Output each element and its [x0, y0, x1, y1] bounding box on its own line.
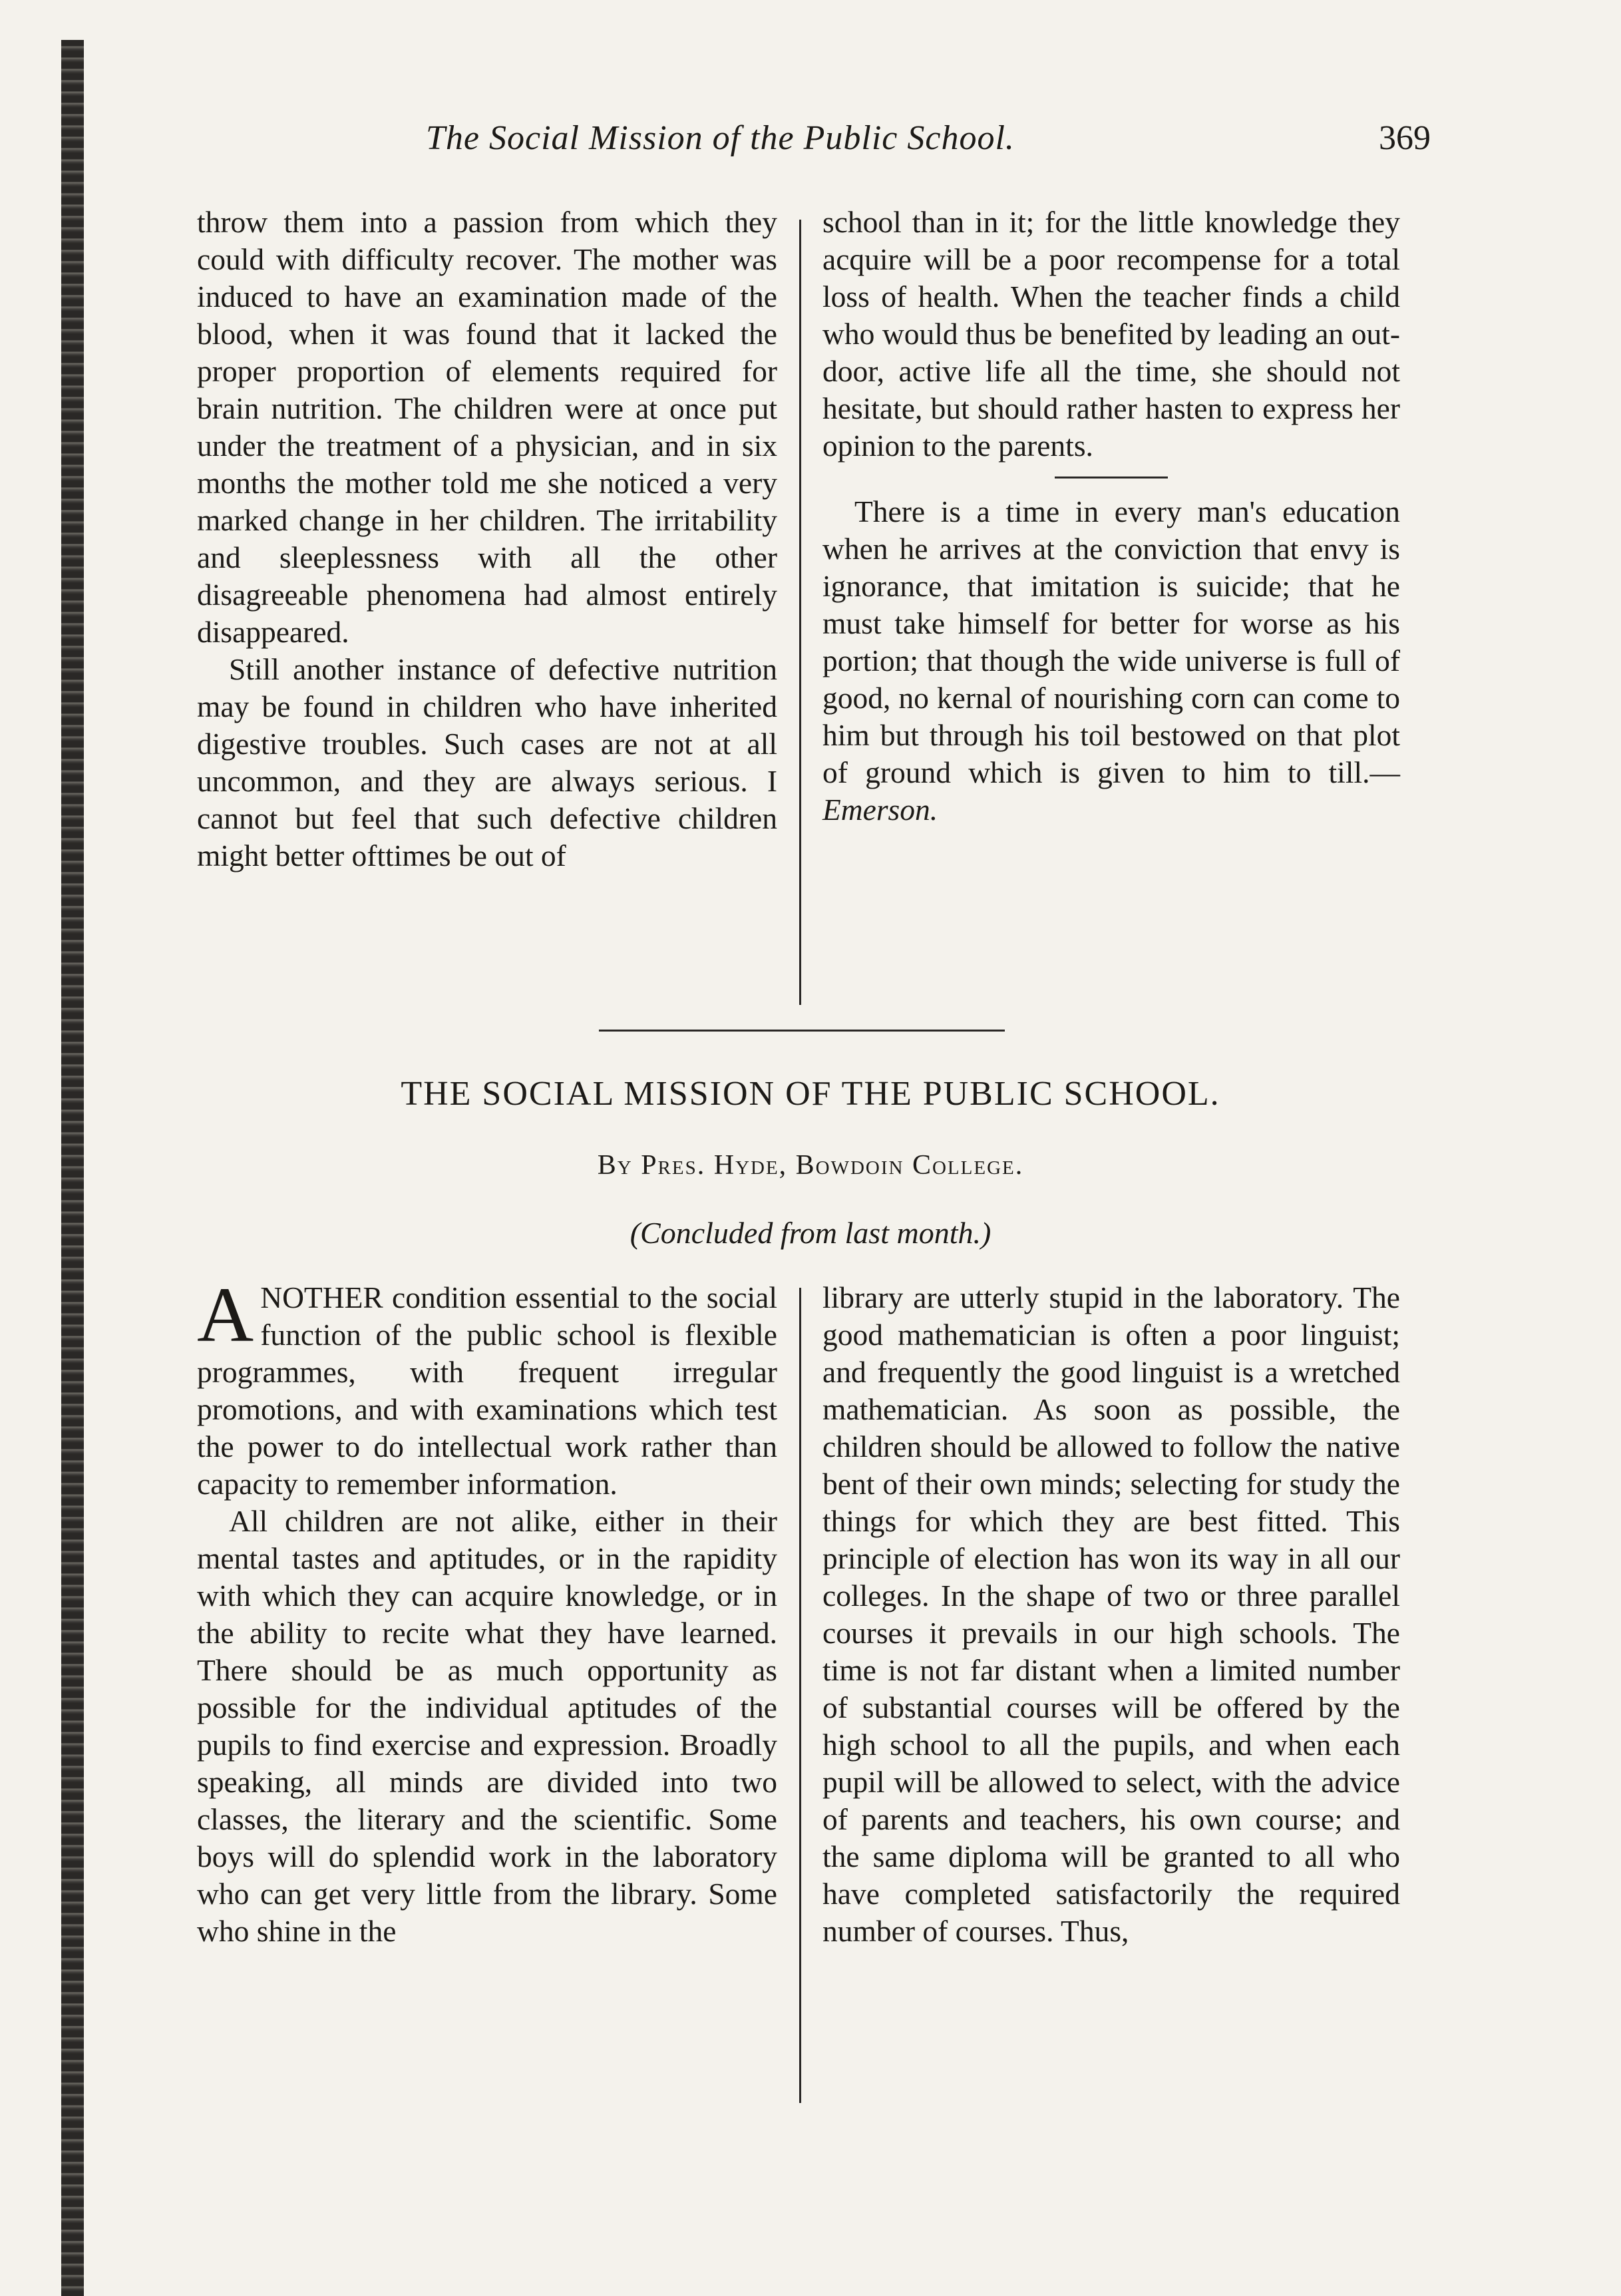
page-header: [426, 118, 1431, 178]
article-right-column: [822, 1279, 1400, 1950]
page-number: 369: [1379, 119, 1431, 157]
running-title: The Social Mission of the Public School.: [426, 119, 1015, 157]
article-paragraph-1: [197, 1271, 777, 1503]
section-divider-rule: [599, 1030, 1005, 1032]
top-right-column: [822, 204, 1400, 829]
article-paragraph-1-text: condition essential to the social function of the public school is flexible programmes, with frequent irregular promotions, and with examinations which test the power to do intellectual work rather than capacity to remember information.: [197, 1280, 777, 1501]
quote-separator-rule: [1055, 477, 1168, 478]
drop-cap: A: [197, 1271, 254, 1358]
emerson-quote: [822, 493, 1400, 829]
top-left-paragraph-1: throw them into a passion from which they could with difficulty recover. The mother was induced to have an examination made of the blood, when it was found that it lacked the proper proportion of elements required for brain nutrition. The children were at once put under the treatment of a physician, and in six months the mother told me she noticed a very marked change in her children. The irritability and sleeplessness with all the other disagreeable phenomena had almost entirely disappeared.: [197, 205, 777, 649]
quote-attribution: Emerson.: [822, 793, 938, 827]
column-divider-bottom: [799, 1288, 801, 2103]
column-divider-top: [799, 220, 801, 1005]
article-paragraph-2: All children are not alike, either in their mental tastes and aptitudes, or in the rapidity with which they can acquire knowledge, or in the ability to recite what they have learned. There should be as much opportunity as possible for the individual aptitudes of the pupils to find exercise and expression. Broadly speaking, all minds are divided into two classes, the literary and the scientific. Some boys will do splendid work in the laboratory who can get very little from the library. Some who shine in the: [197, 1504, 777, 1948]
article-paragraph-3: library are utterly stupid in the laboratory. The good mathematician is often a poor linguist; and frequently the good linguist is a wretched mathematician. As soon as possible, the children should be allowed to follow the native bent of their own minds; selecting for study the things for which they are best fitted. This principle of election has won its way in all our colleges. In the shape of two or three parallel courses it prevails in our high schools. The time is not far distant when a limited number of substantial courses will be offered by the high school to all the pupils, and when each pupil will be allowed to select, with the advice of parents and teachers, his own course; and the same diploma will be granted to all who have completed satisfactorily the required number of courses. Thus,: [822, 1280, 1400, 1948]
top-right-paragraph-1: school than in it; for the little knowledge they acquire will be a poor recompense for a total loss of health. When the teacher finds a child who would thus be benefited by leading an out-door, active life all the time, she should not hesitate, but should rather hasten to express her opinion to the parents.: [822, 205, 1400, 463]
quote-text: There is a time in every man's education when he arrives at the conviction that envy is ignorance, that imitation is suicide; that he must take himself for better for worse as his portion; that though the wide universe is full of good, no kernal of nourishing corn can come to him but through his toil bestowed on that plot of ground which is given to him to till.—: [822, 494, 1400, 789]
article-title: THE SOCIAL MISSION OF THE PUBLIC SCHOOL.: [401, 1075, 1220, 1113]
article-byline: By Pres. Hyde, Bowdoin College.: [597, 1150, 1024, 1181]
continued-note: (Concluded from last month.): [630, 1216, 991, 1250]
top-left-paragraph-2: Still another instance of defective nutrition may be found in children who have inherited digestive troubles. Such cases are not at all uncommon, and they are always serious. I cannot but feel that such defective children might better ofttimes be out of: [197, 652, 777, 872]
top-left-column: [197, 204, 777, 874]
lead-word: NOTHER: [260, 1280, 383, 1314]
article-left-column: [197, 1271, 777, 1950]
